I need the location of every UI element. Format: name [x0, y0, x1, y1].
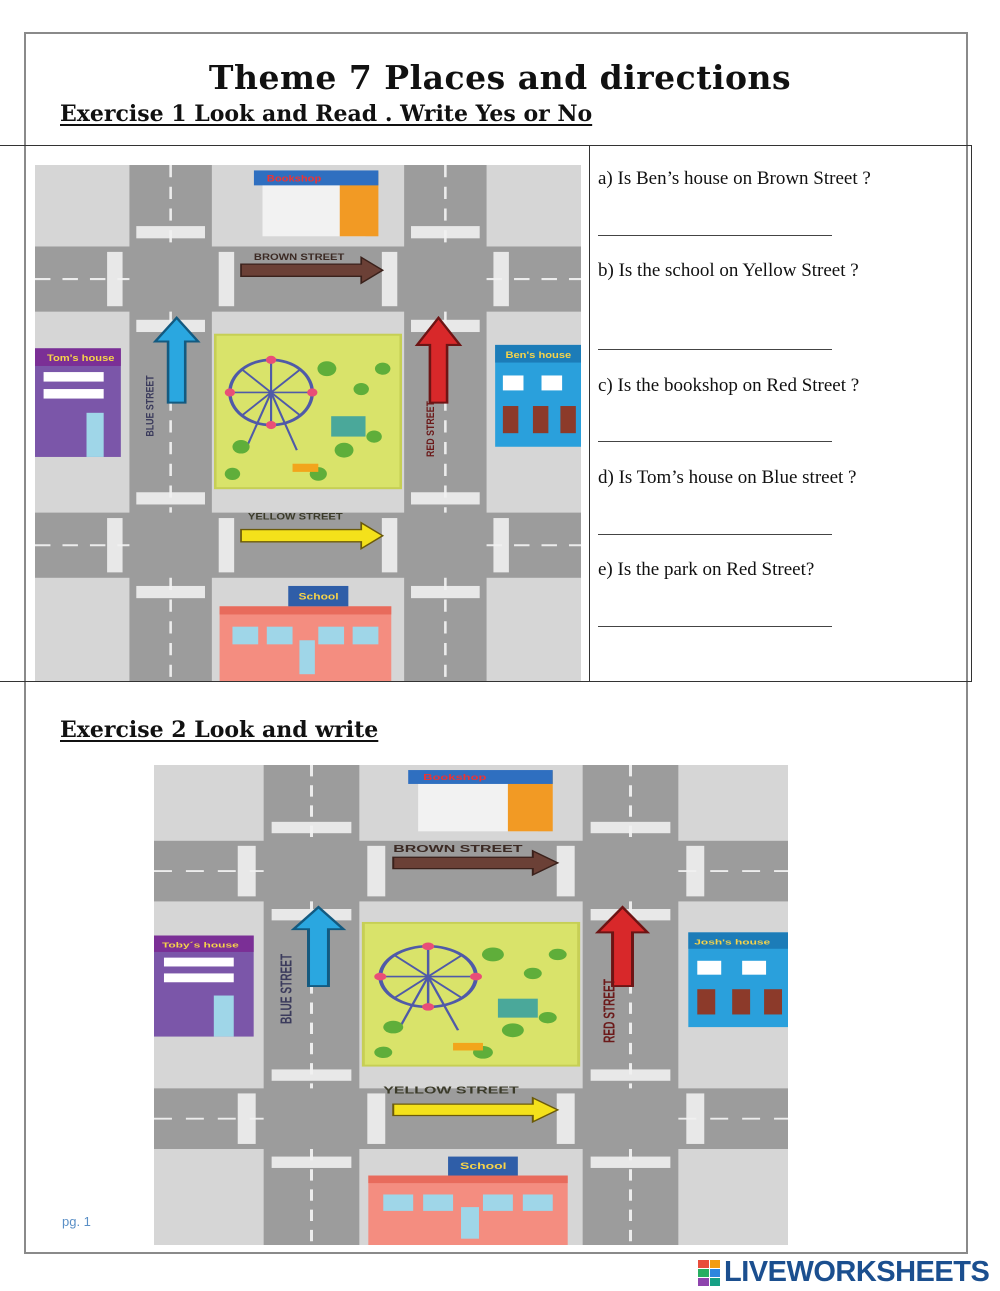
question-c: c) Is the bookshop on Red Street ? — [598, 375, 860, 396]
exercise-1-heading: Exercise 1 Look and Read . Write Yes or No — [60, 101, 593, 127]
bookshop-label: Bookshop — [423, 773, 487, 783]
yellow-street-label: YELLOW STREET — [247, 512, 343, 523]
right-house-label: Josh's house — [694, 938, 771, 947]
yellow-street-label: YELLOW STREET — [383, 1084, 519, 1096]
left-house-label: Toby´s house — [161, 941, 239, 950]
school-label: School — [460, 1161, 507, 1172]
red-street-label: RED STREET — [600, 978, 619, 1043]
question-d: d) Is Tom’s house on Blue street ? — [598, 467, 857, 488]
answer-line-e[interactable] — [598, 626, 832, 627]
brown-street-label: BROWN STREET — [253, 253, 345, 263]
brown-street-label: BROWN STREET — [393, 843, 523, 855]
red-street-label: RED STREET — [425, 401, 438, 457]
answer-line-c[interactable] — [598, 441, 832, 442]
exercise-2-map — [154, 765, 788, 1245]
questions-column — [589, 145, 972, 682]
answer-line-b[interactable] — [598, 349, 832, 350]
question-a: a) Is Ben’s house on Brown Street ? — [598, 168, 871, 189]
brand-name: LIVEWORKSHEETS — [724, 1256, 990, 1288]
answer-line-d[interactable] — [598, 534, 832, 535]
page-number: pg. 1 — [62, 1214, 91, 1229]
blue-street-label: BLUE STREET — [144, 375, 157, 437]
left-house-label: Tom's house — [47, 354, 115, 364]
liveworksheets-logo-icon — [698, 1260, 720, 1286]
exercise-1-map — [35, 165, 581, 681]
right-house-label: Ben's house — [505, 350, 572, 361]
school-label: School — [298, 591, 339, 603]
page-title: Theme 7 Places and directions — [208, 58, 792, 97]
answer-line-a[interactable] — [598, 235, 832, 236]
blue-street-label: BLUE STREET — [277, 953, 296, 1024]
exercise-2-heading: Exercise 2 Look and write — [60, 717, 379, 743]
question-b: b) Is the school on Yellow Street ? — [598, 260, 859, 281]
bookshop-label: Bookshop — [266, 174, 322, 184]
liveworksheets-brand[interactable] — [698, 1256, 989, 1289]
question-e: e) Is the park on Red Street? — [598, 559, 815, 580]
